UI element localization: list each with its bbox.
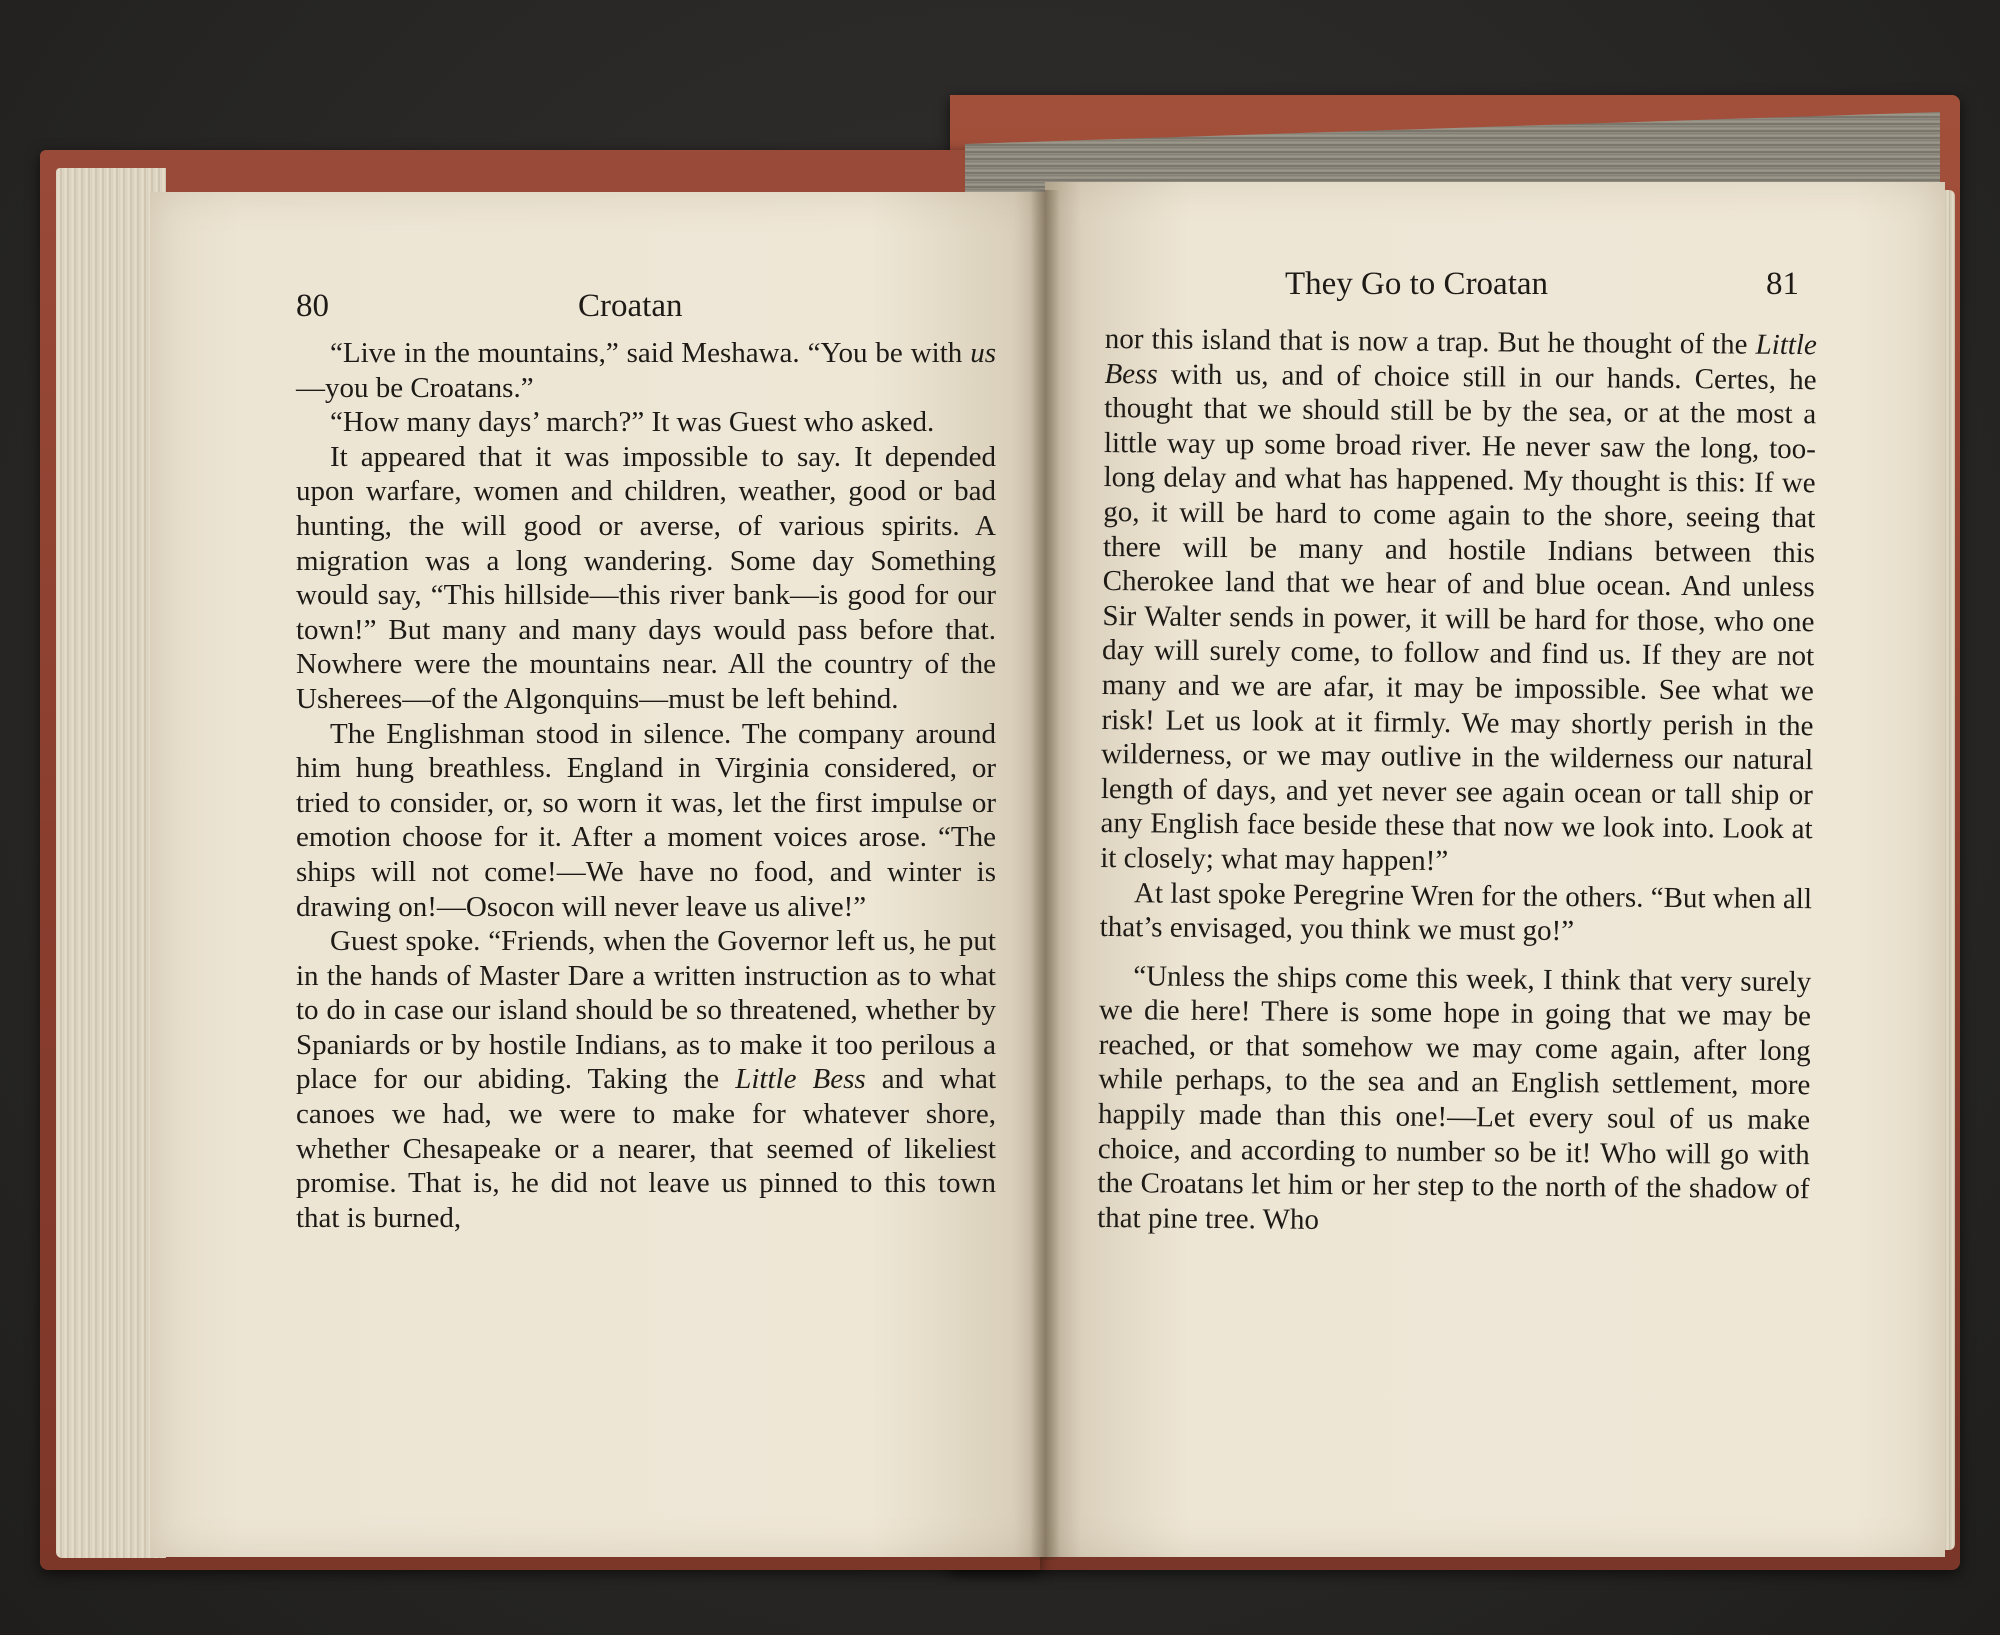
italic-span: us (970, 337, 996, 369)
book-gutter (1030, 190, 1060, 1560)
right-page-number: 81 (1766, 266, 1799, 302)
left-running-title: Croatan (578, 288, 683, 324)
left-paragraph-2 (296, 405, 996, 440)
text-span: “Unless the ships come this week, I think that very surely we die here! There is some hope in going that we may be reached, or that somehow we may come again, after long while perhaps, to the sea and an English settlement, more happily made than this one!—Let every soul of us make choice, and according to number so be it! Who will go with the Croatans let him or her step to the north of the shadow of that pine tree. Who (1097, 959, 1812, 1236)
text-span: nor this island that is now a trap. But he thought of the (1104, 322, 1756, 361)
text-span: “How many days’ march?” It was Guest who asked. (330, 406, 935, 439)
left-paragraph-3 (296, 440, 996, 717)
left-paragraph-1 (296, 336, 996, 405)
text-span: “Live in the mountains,” said Meshawa. “You be with (330, 337, 971, 369)
text-span: It appeared that it was impossible to say. It depended upon warfare, women and children, weather, good or bad hunting, the will good or averse, of various spirits. A migration was a long wandering. Some day Something would say, “This hillside—this river bank—is good for our town!” But many and many days would pass before that. Nowhere were the mountains near. All the country of the Usherees—of the Algonquins—must be left behind. (296, 440, 996, 715)
text-span: and what canoes we had, we were to make for whatever shore, whether Chesapeake or a nearer, that seemed of likeliest promise. That is, he did not leave us pinned to this town that is burned, (296, 1063, 997, 1234)
left-paragraph-5 (296, 924, 996, 1235)
right-page-body (1097, 322, 1817, 1242)
left-page-body (296, 336, 996, 1235)
text-span: Guest spoke. “Friends, when the Governor left us, he put in the hands of Master Dare a written instruction as to what to do in case our island should be so threatened, whether by Spaniards or by hostile Indians, as to make it too perilous a place for our abiding. Taking the (296, 925, 996, 1096)
text-span: —you be Croatans.” (296, 371, 534, 404)
text-span: with us, and of choice still in our hands. Certes, he thought that we should still be by the sea, or at the most a little way up some broad river. He never saw the long, too-long delay and what has happened. My thought is this: If we go, it will be hard to come again to the shore, seeing that there will be many and hostile Indians between this Cherokee land that we hear of and blue ocean. And unless Sir Walter sends in power, it will be hard for those, who one day will surely come, to follow and find us. If they are not many and we are afar, it may be impossible. See what we risk! Let us look at it firmly. We may shortly perish in the wilderness, or we may outlive in the wilderness our natural length of days, and yet never see again ocean or tall ship or any English face beside these that now we look into. Look at it closely; what may happen!” (1100, 358, 1817, 877)
right-running-title: They Go to Croatan (1285, 266, 1549, 302)
right-paragraph-3 (1097, 959, 1811, 1242)
right-paragraph-1 (1100, 322, 1817, 882)
italic-span: Little Bess (1104, 328, 1817, 391)
text-span: The Englishman stood in silence. The company around him hung breathless. England in Virginia considered, or tried to consider, or, so worn it was, let the first impulse or emotion choose for it. After a moment voices arose. “The ships will not come!—We have no food, and winter is drawing on!—Osocon will never leave us alive!” (296, 717, 996, 923)
right-paragraph-2 (1100, 875, 1813, 950)
left-page-number: 80 (296, 288, 329, 324)
left-paragraph-4 (296, 717, 996, 925)
italic-span: Little Bess (735, 1063, 866, 1096)
text-span: At last spoke Peregrine Wren for the others. “But when all that’s envisaged, you think we must go!” (1099, 876, 1813, 948)
